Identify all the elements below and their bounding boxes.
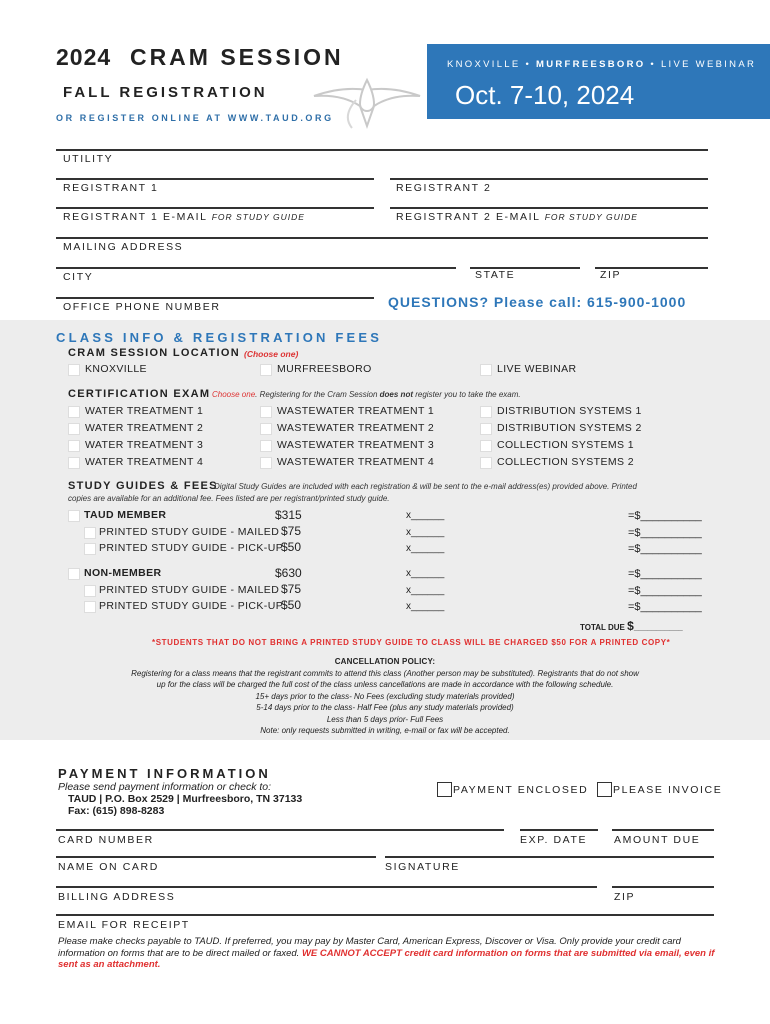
reg1-email-label: REGISTRANT 1 E-MAIL (63, 211, 208, 223)
payment-address-line-1: TAUD | P.O. Box 2529 | Murfreesboro, TN 37133 (68, 793, 303, 805)
water-4-label: WATER TREATMENT 4 (85, 456, 204, 468)
taud-member-qty[interactable]: x______ (406, 510, 445, 521)
non-member-price: $630 (275, 566, 302, 580)
member-pickup-checkbox[interactable] (84, 543, 96, 555)
state-field[interactable]: STATE (475, 269, 516, 281)
event-dates: Oct. 7-10, 2024 (455, 80, 635, 110)
email-receipt-field[interactable]: EMAIL FOR RECEIPT (58, 919, 190, 931)
page-title (56, 44, 344, 71)
water-4-checkbox[interactable] (68, 457, 80, 469)
wastewater-3-label: WASTEWATER TREATMENT 3 (277, 439, 435, 451)
cancellation-policy (40, 656, 730, 737)
cert-note-d: register you to take the exam. (413, 390, 521, 399)
total-due-dollar: $ (627, 619, 634, 633)
distribution-2-checkbox[interactable] (480, 423, 492, 435)
card-number-field[interactable]: CARD NUMBER (58, 834, 154, 846)
taud-member-label: TAUD MEMBER (84, 509, 167, 521)
taud-member-amount[interactable]: =$__________ (628, 510, 702, 522)
registrant1-line (56, 178, 374, 180)
murfreesboro-checkbox[interactable] (260, 364, 272, 376)
nonmember-mailed-label: PRINTED STUDY GUIDE - MAILED (99, 584, 280, 596)
loc-text-3: • LIVE WEBINAR (645, 59, 757, 70)
water-1-label: WATER TREATMENT 1 (85, 405, 204, 417)
payment-heading: PAYMENT INFORMATION (58, 766, 271, 781)
member-pickup-qty[interactable]: x______ (406, 543, 445, 554)
class-info-heading: CLASS INFO & REGISTRATION FEES (56, 330, 383, 345)
nonmember-pickup-checkbox[interactable] (84, 601, 96, 613)
event-locations (447, 59, 756, 70)
distribution-1-label: DISTRIBUTION SYSTEMS 1 (497, 405, 642, 417)
footer-note-warning: WE CANNOT ACCEPT credit card information on forms that are submitted via email, even if sent as an attachment. (58, 947, 715, 970)
cancellation-line-3: 15+ days prior to the class- No Fees (excluding study materials provided) (255, 691, 515, 701)
wastewater-1-label: WASTEWATER TREATMENT 1 (277, 405, 435, 417)
loc-text-1: KNOXVILLE • (447, 59, 537, 70)
cert-exam-note (212, 390, 521, 399)
nonmember-mailed-qty[interactable]: x______ (406, 585, 445, 596)
registrant1-field[interactable]: REGISTRANT 1 (63, 182, 159, 194)
signature-field[interactable]: SIGNATURE (385, 861, 460, 873)
nonmember-mailed-amount[interactable]: =$__________ (628, 585, 702, 597)
phone-line (56, 297, 374, 299)
water-1-checkbox[interactable] (68, 406, 80, 418)
member-mailed-checkbox[interactable] (84, 527, 96, 539)
mailing-line (56, 237, 708, 239)
city-line (56, 267, 456, 269)
cancellation-line-6: Note: only requests submitted in writing, e-mail or fax will be accepted. (260, 726, 510, 735)
cancellation-line-5: Less than 5 days prior- Full Fees (326, 714, 444, 724)
office-phone-field[interactable]: OFFICE PHONE NUMBER (63, 301, 221, 313)
payment-subheading: Please send payment information or check to: (58, 781, 272, 793)
amount-due-line (612, 829, 714, 831)
payment-footer-note (58, 936, 718, 971)
wastewater-4-label: WASTEWATER TREATMENT 4 (277, 456, 435, 468)
payment-fax: Fax: (615) 898-8283 (68, 805, 165, 817)
mailing-address-field[interactable]: MAILING ADDRESS (63, 241, 184, 253)
billing-zip-field[interactable]: ZIP (614, 891, 636, 903)
cert-exam-heading: CERTIFICATION EXAM (68, 388, 211, 400)
billing-address-field[interactable]: BILLING ADDRESS (58, 891, 176, 903)
utility-line (56, 149, 708, 151)
member-mailed-qty[interactable]: x______ (406, 527, 445, 538)
cert-note-b: . Registering for the Cram Session (255, 390, 380, 399)
water-2-label: WATER TREATMENT 2 (85, 422, 204, 434)
loc-text-2: MURFREESBORO (536, 59, 646, 70)
member-pickup-label: PRINTED STUDY GUIDE - PICK-UP (99, 542, 284, 554)
utility-field[interactable]: UTILITY (63, 153, 114, 165)
total-due-label: TOTAL DUE (580, 623, 628, 632)
study-guides-note-2: copies are available for an additional fee. Fees listed are per registrant/printed study guide. (68, 494, 390, 503)
non-member-qty[interactable]: x______ (406, 568, 445, 579)
collection-1-checkbox[interactable] (480, 440, 492, 452)
reg2-email-field[interactable] (396, 211, 638, 223)
knoxville-label: KNOXVILLE (85, 363, 147, 375)
registrant2-field[interactable]: REGISTRANT 2 (396, 182, 492, 194)
registrant2-line (390, 178, 708, 180)
please-invoice-checkbox[interactable] (597, 782, 612, 797)
reg2-email-label: REGISTRANT 2 E-MAIL (396, 211, 541, 223)
water-2-checkbox[interactable] (68, 423, 80, 435)
email-receipt-line (56, 914, 714, 916)
payment-enclosed-checkbox[interactable] (437, 782, 452, 797)
location-heading: CRAM SESSION LOCATION (68, 347, 240, 359)
collection-2-checkbox[interactable] (480, 457, 492, 469)
taud-member-price: $315 (275, 508, 302, 522)
exp-date-line (520, 829, 598, 831)
live-webinar-checkbox[interactable] (480, 364, 492, 376)
wastewater-3-checkbox[interactable] (260, 440, 272, 452)
reg2-email-hint: FOR STUDY GUIDE (544, 212, 638, 222)
live-webinar-label: LIVE WEBINAR (497, 363, 577, 375)
distribution-2-label: DISTRIBUTION SYSTEMS 2 (497, 422, 642, 434)
murfreesboro-label: MURFREESBORO (277, 363, 372, 375)
member-mailed-label: PRINTED STUDY GUIDE - MAILED (99, 526, 280, 538)
name-on-card-line (56, 856, 376, 858)
nonmember-pickup-amount[interactable]: =$__________ (628, 601, 702, 613)
study-guides-note-1: Digital Study Guides are included with each registration & will be sent to the e-mail address(es) provided above. Printed (214, 482, 637, 491)
nonmember-pickup-qty[interactable]: x______ (406, 601, 445, 612)
choose-one-note: (Choose one) (244, 349, 299, 359)
taud-member-checkbox[interactable] (68, 510, 80, 522)
billing-zip-line (612, 886, 714, 888)
nonmember-pickup-price: $50 (281, 598, 302, 612)
signature-line (385, 856, 714, 858)
questions-phone: QUESTIONS? Please call: 615-900-1000 (388, 294, 687, 310)
cancellation-heading: CANCELLATION POLICY: (334, 657, 436, 666)
cancellation-line-2: up for the class will be charged the full cost of the class unless cancellations are made in accordance with the following schedule. (156, 680, 614, 689)
nonmember-mailed-checkbox[interactable] (84, 585, 96, 597)
title-year: 2024 (56, 44, 112, 70)
name-on-card-field[interactable]: NAME ON CARD (58, 861, 159, 873)
taud-logo-icon (312, 76, 422, 136)
exp-date-field[interactable]: EXP. DATE (520, 834, 588, 846)
please-invoice-label: PLEASE INVOICE (613, 784, 723, 796)
reg1-email-hint: FOR STUDY GUIDE (211, 212, 305, 222)
card-number-line (56, 829, 504, 831)
cancellation-line-4: 5-14 days prior to the class- Half Fee (plus any study materials provided) (256, 703, 514, 712)
cert-note-c: does not (379, 390, 413, 399)
member-pickup-price: $50 (281, 540, 302, 554)
reg1-email-line (56, 207, 374, 209)
reg2-email-line (390, 207, 708, 209)
amount-due-field[interactable]: AMOUNT DUE (614, 834, 701, 846)
page-subtitle: FALL REGISTRATION (63, 84, 268, 101)
payment-address (68, 793, 302, 817)
nonmember-pickup-label: PRINTED STUDY GUIDE - PICK-UP (99, 600, 284, 612)
nonmember-mailed-price: $75 (281, 582, 302, 596)
wastewater-2-checkbox[interactable] (260, 423, 272, 435)
cert-note-choose: Choose one (212, 390, 256, 399)
wastewater-4-checkbox[interactable] (260, 457, 272, 469)
water-3-checkbox[interactable] (68, 440, 80, 452)
non-member-label: NON-MEMBER (84, 567, 162, 579)
billing-address-line (56, 886, 597, 888)
wastewater-1-checkbox[interactable] (260, 406, 272, 418)
payment-enclosed-label: PAYMENT ENCLOSED (453, 784, 589, 796)
cancellation-line-1: Registering for a class means that the registrant commits to attend this class (Another person may be substituted). Registrants that do not show (131, 668, 639, 678)
water-3-label: WATER TREATMENT 3 (85, 439, 204, 451)
knoxville-checkbox[interactable] (68, 364, 80, 376)
distribution-1-checkbox[interactable] (480, 406, 492, 418)
title-text: CRAM SESSION (129, 44, 344, 70)
zip-field[interactable]: ZIP (600, 269, 622, 281)
non-member-checkbox[interactable] (68, 568, 80, 580)
member-pickup-amount[interactable]: =$__________ (628, 543, 702, 555)
reg1-email-field[interactable] (63, 211, 305, 223)
total-due-line: ___________ (633, 623, 683, 632)
collection-1-label: COLLECTION SYSTEMS 1 (497, 439, 634, 451)
member-mailed-price: $75 (281, 524, 302, 538)
city-field[interactable]: CITY (63, 271, 94, 283)
member-mailed-amount[interactable]: =$__________ (628, 527, 702, 539)
printed-guide-warning: *STUDENTS THAT DO NOT BRING A PRINTED STUDY GUIDE TO CLASS WILL BE CHARGED $50 FOR A PRINTED COPY* (152, 638, 671, 647)
wastewater-2-label: WASTEWATER TREATMENT 2 (277, 422, 435, 434)
total-due[interactable] (580, 619, 683, 633)
collection-2-label: COLLECTION SYSTEMS 2 (497, 456, 634, 468)
register-online-link[interactable]: OR REGISTER ONLINE AT WWW.TAUD.ORG (56, 113, 334, 123)
study-guides-heading: STUDY GUIDES & FEES (68, 480, 218, 492)
non-member-amount[interactable]: =$__________ (628, 568, 702, 580)
footer-note-text: Please make checks payable to TAUD. If preferred, you may pay by Master Card, American Express, Discover or Visa. Only provide your credit card information on forms that are to be direct mailed or faxed. (58, 936, 681, 959)
